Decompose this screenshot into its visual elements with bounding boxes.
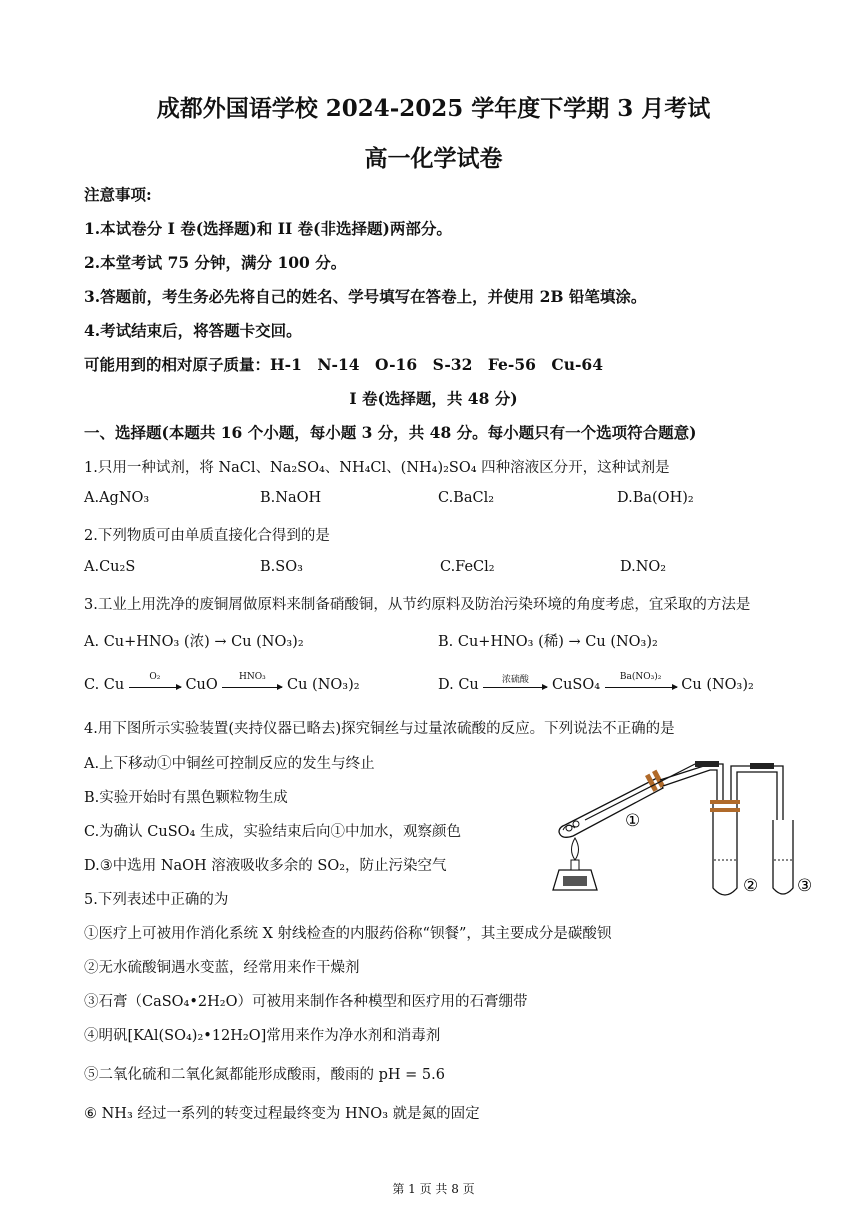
page-footer: 第 1 页 共 8 页: [392, 1182, 475, 1196]
q1-option-b: B.NaOH: [260, 490, 322, 506]
alcohol-burner-icon: [553, 838, 597, 890]
q3-c-intermediate: CuO: [185, 677, 218, 693]
q5-item-2: ②无水硫酸铜遇水变蓝，经常用来作干燥剂: [84, 960, 360, 976]
section-title: I 卷(选择题，共 48 分): [349, 389, 518, 408]
test-tube-3-icon: [773, 820, 793, 894]
q5-item-5: ⑤二氧化硫和二氧化氮都能形成酸雨，酸雨的 pH = 5.6: [84, 1067, 445, 1083]
q1-option-a: A.AgNO₃: [84, 490, 150, 506]
notes-heading: 注意事项:: [84, 185, 152, 204]
q2-option-b: B.SO₃: [260, 559, 303, 575]
test-tube-2-icon: [710, 800, 740, 895]
q3-c-product: Cu (NO₃)₂: [287, 677, 360, 693]
q3-option-c: [84, 671, 360, 693]
label-1: ①: [625, 811, 641, 831]
question-1-stem: 1.只用一种试剂，将 NaCl、Na₂SO₄、NH₄Cl、(NH₄)₂SO₄ 四种溶液区分开，这种试剂是: [84, 460, 670, 476]
note-item: 1.本试卷分 I 卷(选择题)和 II 卷(非选择题)两部分。: [84, 219, 452, 238]
q4-option-b: B.实验开始时有黑色颗粒物生成: [84, 790, 288, 806]
reaction-arrow-icon: [222, 671, 282, 688]
q4-option-a: A.上下移动①中铜丝可控制反应的发生与终止: [84, 756, 375, 772]
reaction-arrow-icon: [483, 674, 547, 688]
q5-item-3: ③石膏（CaSO₄•2H₂O）可被用来制作各种模型和医疗用的石膏绷带: [84, 994, 528, 1010]
q3-c-reagent-1: O₂: [149, 671, 161, 682]
q3-option-b: B. Cu+HNO₃ (稀) → Cu (NO₃)₂: [438, 634, 658, 650]
label-3: ③: [797, 876, 813, 896]
q2-option-a: A.Cu₂S: [84, 559, 136, 575]
note-item: 3.答题前，考生务必先将自己的姓名、学号填写在答卷上，并使用 2B 铅笔填涂。: [84, 287, 647, 306]
q3-c-reactant: C. Cu: [84, 677, 125, 693]
label-2: ②: [743, 876, 759, 896]
q3-d-reagent-2: Ba(NO₃)₂: [619, 671, 662, 682]
q4-option-d: D.③中选用 NaOH 溶液吸收多余的 SO₂，防止污染空气: [84, 858, 447, 874]
section-heading: 一、选择题(本题共 16 个小题，每小题 3 分，共 48 分。每小题只有一个选项符合题意): [84, 423, 697, 442]
question-4-stem: 4.用下图所示实验装置(夹持仪器已略去)探究铜丝与过量浓硫酸的反应。下列说法不正确的是: [84, 721, 675, 737]
exam-subtitle: 高一化学试卷: [364, 145, 503, 172]
question-3-stem: 3.工业上用洗净的废铜屑做原料来制备硝酸铜，从节约原料及防治污染环境的角度考虑，宜采取的方法是: [84, 597, 751, 613]
atomic-masses: 可能用到的相对原子质量：H-1 N-14 O-16 S-32 Fe-56 Cu-64: [84, 355, 604, 374]
reaction-arrow-icon: [129, 671, 181, 688]
q1-option-d: D.Ba(OH)₂: [617, 490, 694, 506]
note-item: 4.考试结束后，将答题卡交回。: [84, 321, 302, 340]
q5-item-4: ④明矾[KAl(SO₄)₂•12H₂O]常用来作为净水剂和消毒剂: [84, 1028, 441, 1044]
experiment-apparatus-diagram: [545, 760, 820, 905]
q3-option-a: A. Cu+HNO₃ (浓) → Cu (NO₃)₂: [84, 634, 304, 650]
q2-option-c: C.FeCl₂: [440, 559, 495, 575]
question-2-stem: 2.下列物质可由单质直接化合得到的是: [84, 528, 330, 544]
q3-d-reactant: D. Cu: [438, 677, 479, 693]
exam-title: 成都外国语学校 2024-2025 学年度下学期 3 月考试: [156, 95, 711, 122]
q3-c-reagent-2: HNO₃: [239, 671, 266, 682]
q5-item-1: ①医疗上可被用作消化系统 X 射线检查的内服药俗称“钡餐”，其主要成分是碳酸钡: [84, 926, 612, 942]
q1-option-c: C.BaCl₂: [438, 490, 495, 506]
q2-option-d: D.NO₂: [620, 559, 667, 575]
q3-d-reagent-1: 浓硫酸: [501, 674, 529, 685]
reaction-arrow-icon: [605, 671, 677, 688]
q3-option-d: [438, 671, 754, 693]
q3-d-product: Cu (NO₃)₂: [681, 677, 754, 693]
q5-item-6: ⑥ NH₃ 经过一系列的转变过程最终变为 HNO₃ 就是氮的固定: [84, 1106, 480, 1122]
q4-option-c: C.为确认 CuSO₄ 生成，实验结束后向①中加水，观察颜色: [84, 824, 461, 840]
q3-d-intermediate: CuSO₄: [551, 677, 601, 693]
note-item: 2.本堂考试 75 分钟，满分 100 分。: [84, 253, 347, 272]
question-5-stem: 5.下列表述中正确的为: [84, 892, 229, 908]
